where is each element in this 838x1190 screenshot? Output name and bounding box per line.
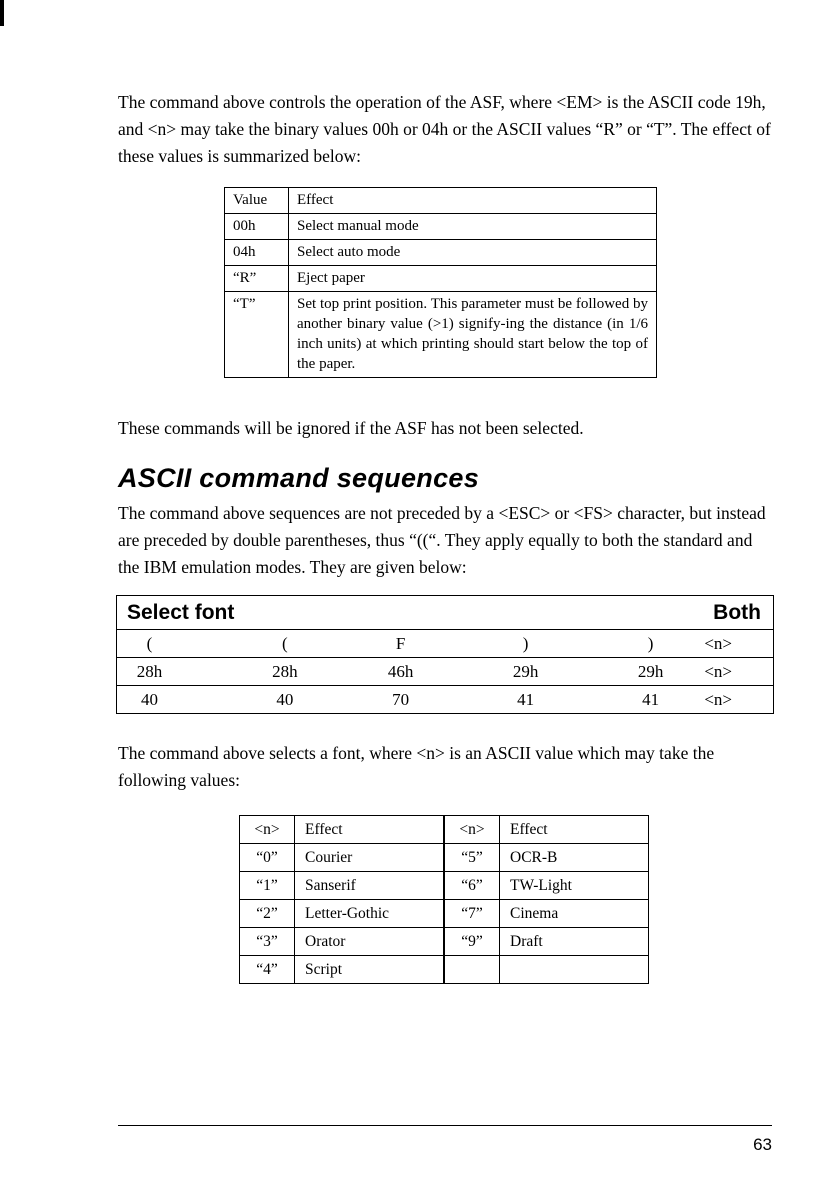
table-header-row [240, 816, 649, 844]
command-cell: ( [182, 630, 388, 658]
command-row-chars [117, 630, 774, 658]
effect-cell: Cinema [500, 900, 649, 928]
command-cell: <n> [663, 630, 773, 658]
effect-cell: TW-Light [500, 872, 649, 900]
n-cell: “3” [240, 928, 295, 956]
command-cell: 29h [638, 658, 664, 686]
command-cell: ) [638, 630, 664, 658]
command-cell: ) [413, 630, 637, 658]
command-cell: <n> [663, 686, 773, 714]
n-cell: “5” [444, 844, 500, 872]
table-row [240, 872, 649, 900]
command-row-decimal [117, 686, 774, 714]
ignored-note: These commands will be ignored if the ASF has not been selected. [118, 418, 584, 438]
header-value: Value [225, 188, 289, 214]
command-cell: 41 [638, 686, 664, 714]
command-cell: 29h [413, 658, 637, 686]
footer-rule [118, 1125, 772, 1126]
value-cell: “T” [225, 292, 289, 378]
n-cell: “0” [240, 844, 295, 872]
page-number: 63 [753, 1135, 772, 1154]
command-cell: 28h [117, 658, 182, 686]
effect-cell: Set top print position. This parameter must be followed by another binary value (>1) signify-ing the distance (in 1/6 inch units) at which printing should start below the top of the paper. [289, 292, 657, 378]
n-cell: “9” [444, 928, 500, 956]
section-heading: ASCII command sequences [118, 463, 480, 493]
n-cell: “6” [444, 872, 500, 900]
effect-cell: Draft [500, 928, 649, 956]
command-cell: 40 [182, 686, 388, 714]
scan-margin-mark [0, 0, 4, 26]
effect-cell: OCR-B [500, 844, 649, 872]
table-row [240, 928, 649, 956]
header-n: <n> [240, 816, 295, 844]
table-header-row [225, 188, 657, 214]
value-cell: 04h [225, 240, 289, 266]
header-effect: Effect [289, 188, 657, 214]
effect-cell: Orator [295, 928, 445, 956]
effect-cell: Letter-Gothic [295, 900, 445, 928]
command-cell: F [388, 630, 414, 658]
effect-cell: Script [295, 956, 445, 984]
n-cell [444, 956, 500, 984]
table-row [225, 214, 657, 240]
table-row [225, 240, 657, 266]
command-row-hex [117, 658, 774, 686]
section-paragraph: The command above sequences are not preceded by a <ESC> or <FS> character, but instead are preceded by double parentheses, thus “((“. They apply equally to both the standard and the IBM emulation modes. They are given below: [118, 503, 766, 577]
command-header-row [117, 596, 774, 630]
font-values-table [239, 815, 649, 984]
effect-cell: Sanserif [295, 872, 445, 900]
select-font-command-table [116, 595, 774, 714]
command-title: Select font [127, 600, 235, 624]
command-mode: Both [713, 600, 761, 624]
table-row [225, 266, 657, 292]
value-cell: 00h [225, 214, 289, 240]
value-cell: “R” [225, 266, 289, 292]
n-cell: “4” [240, 956, 295, 984]
font-paragraph: The command above selects a font, where <n> is an ASCII value which may take the following values: [118, 743, 715, 790]
table-row [240, 900, 649, 928]
command-cell: <n> [663, 658, 773, 686]
effect-cell: Select manual mode [289, 214, 657, 240]
command-cell: 28h [182, 658, 388, 686]
asf-values-table [224, 187, 657, 378]
n-cell: “1” [240, 872, 295, 900]
command-cell: 40 [117, 686, 182, 714]
table-row [225, 292, 657, 378]
effect-cell: Select auto mode [289, 240, 657, 266]
n-cell: “7” [444, 900, 500, 928]
effect-cell: Eject paper [289, 266, 657, 292]
table-row [240, 956, 649, 984]
header-effect: Effect [500, 816, 649, 844]
header-n: <n> [444, 816, 500, 844]
n-cell: “2” [240, 900, 295, 928]
effect-cell: Courier [295, 844, 445, 872]
header-effect: Effect [295, 816, 445, 844]
command-cell: ( [117, 630, 182, 658]
intro-paragraph: The command above controls the operation of the ASF, where <EM> is the ASCII code 19h, and <n> may take the binary values 00h or 04h or the ASCII values “R” or “T”. The effect of these values is summarized below: [118, 92, 771, 166]
table-row [240, 844, 649, 872]
effect-cell [500, 956, 649, 984]
command-cell: 41 [413, 686, 637, 714]
command-cell: 46h [388, 658, 414, 686]
command-cell: 70 [388, 686, 414, 714]
